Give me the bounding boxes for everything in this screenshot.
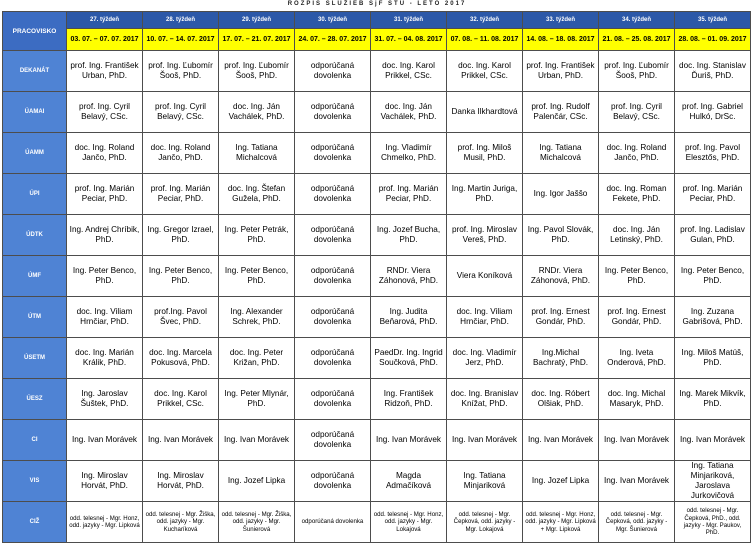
week-dates-row <box>3 29 751 51</box>
duty-cell: Ing. Judita Beňarová, PhD. <box>371 297 447 338</box>
week-date-range: 17. 07. – 21. 07. 2017 <box>219 29 295 51</box>
duty-cell: prof. Ing. Rudolf Palenčár, CSc. <box>523 92 599 133</box>
duty-cell: odporúčaná dovolenka <box>295 92 371 133</box>
department-label: ÚESZ <box>3 379 67 420</box>
duty-cell: odporúčaná dovolenka <box>295 133 371 174</box>
week-date-range: 14. 08. – 18. 08. 2017 <box>523 29 599 51</box>
duty-cell: Magda Admačíková <box>371 461 447 502</box>
duty-cell: Ing. Marek Mikvík, PhD. <box>675 379 751 420</box>
department-label: ÚAMAI <box>3 92 67 133</box>
department-label: ÚDTK <box>3 215 67 256</box>
duty-cell: Ing. Jaroslav Šuštek, PhD. <box>67 379 143 420</box>
duty-cell: Ing. Miroslav Horvát, PhD. <box>143 461 219 502</box>
duty-cell: prof. Ing. Marián Peciar, PhD. <box>143 174 219 215</box>
duty-cell: doc. Ing. Karol Prikkel, CSc. <box>143 379 219 420</box>
duty-cell: doc. Ing. Roman Fekete, PhD. <box>599 174 675 215</box>
document-title: ROZPIS SLUŽIEB SjF STU - LETO 2017 <box>287 1 467 7</box>
duty-cell: odporúčaná dovolenka <box>295 174 371 215</box>
duty-cell: Ing. Jozef Lipka <box>219 461 295 502</box>
table-row <box>3 297 751 338</box>
duty-cell: Ing. Peter Benco, PhD. <box>143 256 219 297</box>
duty-cell: prof.Ing. Pavol Švec, PhD. <box>143 297 219 338</box>
table-row <box>3 256 751 297</box>
table-body <box>3 51 751 543</box>
week-date-range: 03. 07. – 07. 07. 2017 <box>67 29 143 51</box>
week-date-range: 21. 08. – 25. 08. 2017 <box>599 29 675 51</box>
duty-cell: doc. Ing. Roland Jančo, PhD. <box>143 133 219 174</box>
week-number-header: 33. týždeň <box>523 12 599 29</box>
duty-cell: Ing. Peter Mlynár, PhD. <box>219 379 295 420</box>
duty-cell: Ing. Martin Juriga, PhD. <box>447 174 523 215</box>
table-row <box>3 215 751 256</box>
duty-cell: Ing. Ivan Morávek <box>599 461 675 502</box>
week-date-range: 24. 07. – 28. 07. 2017 <box>295 29 371 51</box>
duty-cell: odd. telesnej - Mgr. Žiška, odd. jazyky - Mgr. Šunierová <box>219 502 295 543</box>
duty-cell: Ing. Jozef Lipka <box>523 461 599 502</box>
duty-cell: prof. Ing. Ľubomír Šooš, PhD. <box>219 51 295 92</box>
duty-cell: odporúčaná dovolenka <box>295 51 371 92</box>
duty-cell: prof. Ing. Ladislav Gulan, PhD. <box>675 215 751 256</box>
duty-cell: Ing. František Ridzoň, PhD. <box>371 379 447 420</box>
duty-cell: odporúčaná dovolenka <box>295 379 371 420</box>
duty-cell: odporúčaná dovolenka <box>295 338 371 379</box>
week-number-header: 29. týždeň <box>219 12 295 29</box>
department-label: ÚMF <box>3 256 67 297</box>
duty-cell: prof. Ing. Miloš Musil, PhD. <box>447 133 523 174</box>
duty-cell: odd. telesnej - Mgr. Honz, odd. jazyky - Mgr. Lokajová <box>371 502 447 543</box>
duty-cell: Ing. Ivan Morávek <box>599 420 675 461</box>
duty-cell: Ing. Peter Petrák, PhD. <box>219 215 295 256</box>
duty-cell: Ing. Ivan Morávek <box>675 420 751 461</box>
department-column-header: PRACOVISKO <box>3 12 67 51</box>
duty-cell: Ing. Peter Benco, PhD. <box>219 256 295 297</box>
table-row <box>3 92 751 133</box>
duty-cell: odporúčaná dovolenka <box>295 461 371 502</box>
department-label: ÚPI <box>3 174 67 215</box>
duty-cell: doc. Ing. Ján Letinský, PhD. <box>599 215 675 256</box>
duty-cell: Ing. Pavol Slovák, PhD. <box>523 215 599 256</box>
duty-cell: doc. Ing. Karol Prikkel, CSc. <box>371 51 447 92</box>
week-number-header: 34. týždeň <box>599 12 675 29</box>
duty-cell: prof. Ing. Marián Peciar, PhD. <box>675 174 751 215</box>
week-number-header: 28. týždeň <box>143 12 219 29</box>
duty-cell: Ing. Peter Benco, PhD. <box>599 256 675 297</box>
duty-cell: Ing. Tatiana Michalcová <box>219 133 295 174</box>
week-number-header: 35. týždeň <box>675 12 751 29</box>
duty-cell: Danka Ilkhardtová <box>447 92 523 133</box>
duty-cell: Ing. Tatiana Minjariková, Jaroslava Jurkovičová <box>675 461 751 502</box>
department-label: CI <box>3 420 67 461</box>
duty-cell: doc. Ing. Branislav Knížat, PhD. <box>447 379 523 420</box>
duty-cell: Ing. Peter Benco, PhD. <box>67 256 143 297</box>
duty-cell: doc. Ing. Vladimír Jerz, PhD. <box>447 338 523 379</box>
duty-cell: Ing. Tatiana Minjariková <box>447 461 523 502</box>
week-number-header: 31. týždeň <box>371 12 447 29</box>
duty-cell: doc. Ing. Karol Prikkel, CSc. <box>447 51 523 92</box>
duty-cell: Ing. Ivan Morávek <box>67 420 143 461</box>
week-date-range: 28. 08. – 01. 09. 2017 <box>675 29 751 51</box>
department-label: VIS <box>3 461 67 502</box>
duty-cell: odd. telesnej - Mgr. Honz, odd. jazyky - Mgr. Lipková <box>67 502 143 543</box>
week-date-range: 10. 07. – 14. 07. 2017 <box>143 29 219 51</box>
table-row <box>3 51 751 92</box>
duty-cell: doc. Ing. Peter Križan, PhD. <box>219 338 295 379</box>
duty-cell: odd. telesnej - Mgr. Žiška, odd. jazyky - Mgr. Kucharíková <box>143 502 219 543</box>
duty-cell: doc. Ing. Róbert Olšiak, PhD. <box>523 379 599 420</box>
duty-cell: odporúčaná dovolenka <box>295 420 371 461</box>
duty-cell: prof. Ing. Cyril Belavý, CSc. <box>67 92 143 133</box>
week-number-row <box>3 12 751 29</box>
department-label: CIŽ <box>3 502 67 543</box>
duty-cell: PaedDr. Ing. Ingrid Součková, PhD. <box>371 338 447 379</box>
duty-cell: Ing. Miroslav Horvát, PhD. <box>67 461 143 502</box>
department-label: ÚTM <box>3 297 67 338</box>
duty-cell: doc. Ing. Ján Vachálek, PhD. <box>371 92 447 133</box>
duty-cell: RNDr. Viera Záhonová, PhD. <box>523 256 599 297</box>
duty-cell: prof. Ing. Miroslav Vereš, PhD. <box>447 215 523 256</box>
table-row <box>3 174 751 215</box>
duty-cell: prof. Ing. Gabriel Hulkó, DrSc. <box>675 92 751 133</box>
duty-cell: odd. telesnej - Mgr. Čepková, PhD., odd. jazyky - Mgr. Paukov, PhD. <box>675 502 751 543</box>
duty-cell: doc. Ing. Michal Masaryk, PhD. <box>599 379 675 420</box>
duty-cell: Ing. Ivan Morávek <box>143 420 219 461</box>
duty-cell: prof. Ing. Ľubomír Šooš, PhD. <box>143 51 219 92</box>
table-row <box>3 461 751 502</box>
duty-cell: prof. Ing. Marián Peciar, PhD. <box>371 174 447 215</box>
duty-cell: prof. Ing. Cyril Belavý, CSc. <box>599 92 675 133</box>
week-number-header: 27. týždeň <box>67 12 143 29</box>
duty-cell: doc. Ing. Štefan Gužela, PhD. <box>219 174 295 215</box>
department-label: ÚAMM <box>3 133 67 174</box>
duty-cell: odd. telesnej - Mgr. Čepková, odd. jazyky - Mgr. Šunierová <box>599 502 675 543</box>
duty-cell: doc. Ing. Roland Jančo, PhD. <box>599 133 675 174</box>
duty-cell: Ing. Ivan Morávek <box>523 420 599 461</box>
duty-cell: Ing. Ivan Morávek <box>371 420 447 461</box>
duty-cell: prof. Ing. František Urban, PhD. <box>523 51 599 92</box>
week-number-header: 30. týždeň <box>295 12 371 29</box>
duty-cell: doc. Ing. Marcela Pokusová, PhD. <box>143 338 219 379</box>
table-row <box>3 133 751 174</box>
duty-cell: odporúčaná dovolenka <box>295 502 371 543</box>
duty-cell: doc. Ing. Viliam Hrnčiar, PhD. <box>67 297 143 338</box>
table-header <box>3 12 751 51</box>
department-label: DEKANÁT <box>3 51 67 92</box>
week-date-range: 07. 08. – 11. 08. 2017 <box>447 29 523 51</box>
duty-cell: Ing. Andrej Chríbik, PhD. <box>67 215 143 256</box>
duty-cell: doc. Ing. Viliam Hrnčiar, PhD. <box>447 297 523 338</box>
duty-cell: prof. Ing. Ľubomír Šooš, PhD. <box>599 51 675 92</box>
duty-cell: odd. telesnej - Mgr. Honz, odd. jazyky - Mgr. Lipková + Mgr. Lipková <box>523 502 599 543</box>
duty-cell: Ing. Zuzana Gabrišová, PhD. <box>675 297 751 338</box>
duty-cell: doc. Ing. Marián Králik, PhD. <box>67 338 143 379</box>
duty-cell: Ing. Miloš Matúš, PhD. <box>675 338 751 379</box>
table-row <box>3 420 751 461</box>
duty-cell: Viera Koníková <box>447 256 523 297</box>
duty-cell: doc. Ing. Ján Vachálek, PhD. <box>219 92 295 133</box>
duty-cell: prof. Ing. František Urban, PhD. <box>67 51 143 92</box>
duty-cell: odporúčaná dovolenka <box>295 256 371 297</box>
duty-cell: Ing. Vladimír Chmelko, PhD. <box>371 133 447 174</box>
duty-cell: Ing. Peter Benco, PhD. <box>675 256 751 297</box>
duty-cell: Ing. Ivan Morávek <box>219 420 295 461</box>
duty-cell: prof. Ing. Ernest Gondár, PhD. <box>599 297 675 338</box>
week-number-header: 32. týždeň <box>447 12 523 29</box>
duty-cell: Ing. Iveta Onderová, PhD. <box>599 338 675 379</box>
duty-cell: Ing. Alexander Schrek, PhD. <box>219 297 295 338</box>
duty-cell: Ing. Jozef Bucha, PhD. <box>371 215 447 256</box>
duty-cell: prof. Ing. Pavol Elesztős, PhD. <box>675 133 751 174</box>
duty-cell: odd. telesnej - Mgr. Čepková, odd. jazyky - Mgr. Lokajová <box>447 502 523 543</box>
duty-cell: Ing. Ivan Morávek <box>447 420 523 461</box>
duty-cell: odporúčaná dovolenka <box>295 297 371 338</box>
duty-cell: prof. Ing. Cyril Belavý, CSc. <box>143 92 219 133</box>
duty-cell: doc. Ing. Stanislav Ďuriš, PhD. <box>675 51 751 92</box>
duty-schedule-table <box>2 11 751 543</box>
table-row <box>3 338 751 379</box>
duty-cell: prof. Ing. Marián Peciar, PhD. <box>67 174 143 215</box>
duty-cell: Ing. Gregor Izrael, PhD. <box>143 215 219 256</box>
department-label: ÚSETM <box>3 338 67 379</box>
table-row <box>3 379 751 420</box>
duty-cell: RNDr. Viera Záhonová, PhD. <box>371 256 447 297</box>
duty-cell: Ing. Igor Jaššo <box>523 174 599 215</box>
week-date-range: 31. 07. – 04. 08. 2017 <box>371 29 447 51</box>
duty-cell: odporúčaná dovolenka <box>295 215 371 256</box>
duty-cell: Ing.Michal Bachratý, PhD. <box>523 338 599 379</box>
duty-cell: prof. Ing. Ernest Gondár, PhD. <box>523 297 599 338</box>
duty-cell: doc. Ing. Roland Jančo, PhD. <box>67 133 143 174</box>
duty-cell: Ing. Tatiana Michalcová <box>523 133 599 174</box>
table-row <box>3 502 751 543</box>
